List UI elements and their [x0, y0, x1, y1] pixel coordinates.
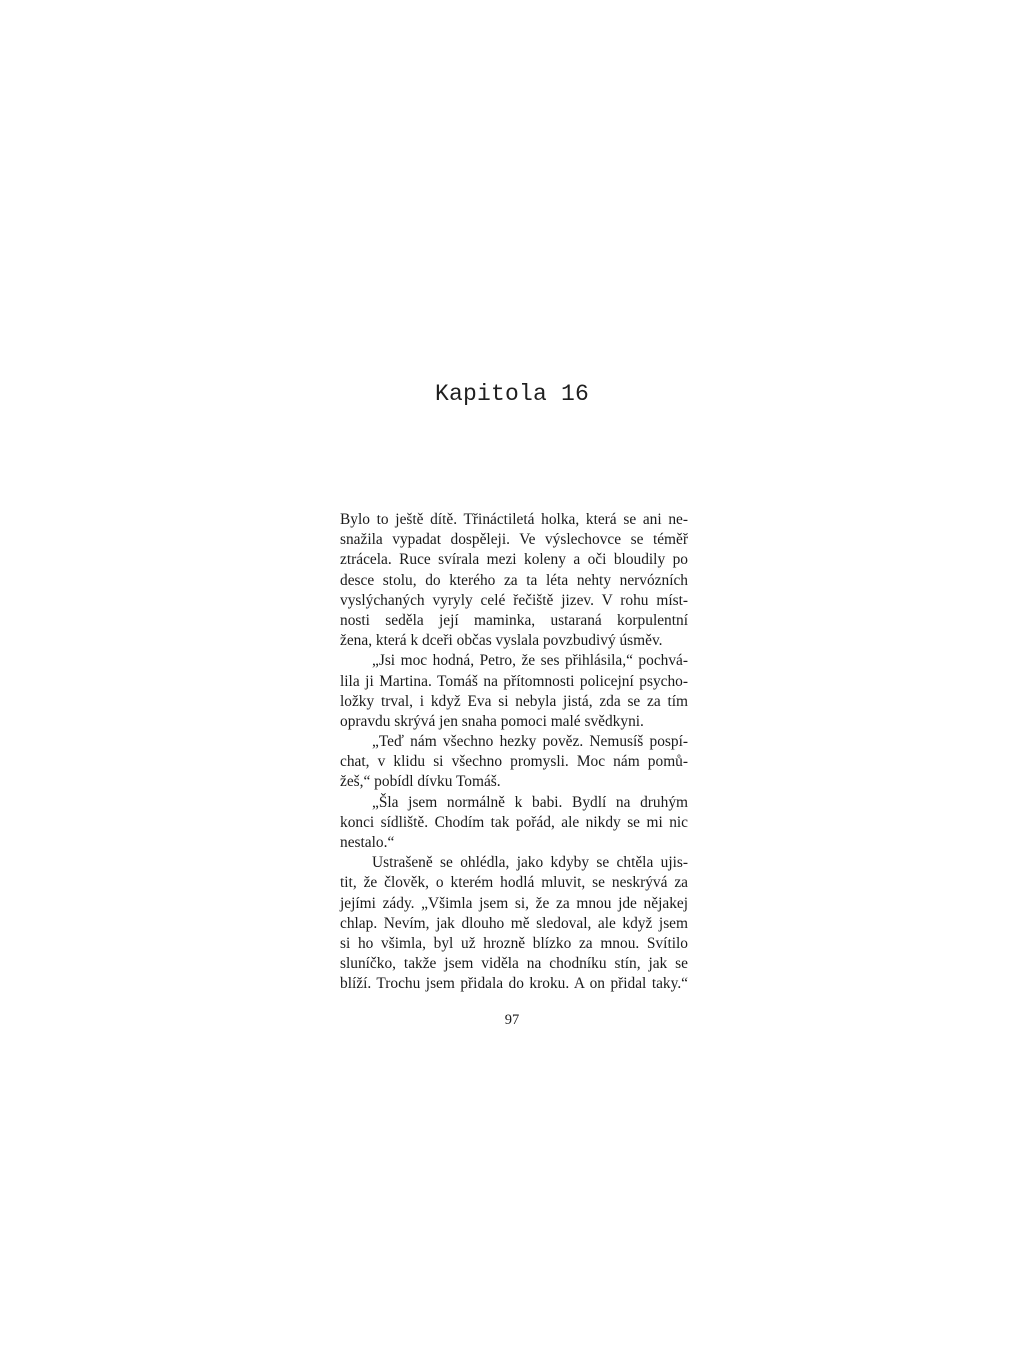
text-line: desce stolu, do kterého za ta léta nehty nervózních	[340, 571, 688, 589]
text-line: „Teď nám všechno hezky pověz. Nemusíš pospí-	[372, 733, 688, 751]
text-line: Bylo to ještě dítě. Třináctiletá holka, která se ani ne-	[340, 511, 688, 528]
chapter-body-text	[340, 510, 688, 995]
text-line: ztrácela. Ruce svírala mezi koleny a oči bloudily po	[340, 551, 688, 569]
text-line: nosti seděla její maminka, ustaraná korpulentní	[340, 611, 688, 629]
text-line: chlap. Nevím, jak dlouho mě sledoval, ale když jsem	[340, 914, 688, 932]
text-line: ložky trval, i když Eva si nebyla jistá, zda se za tím	[340, 692, 688, 710]
text-line: sluníčko, takže jsem viděla na chodníku stín, jak se	[340, 955, 688, 973]
chapter-title: Kapitola 16	[434, 381, 590, 407]
text-line: žena, která k dceři občas vyslala povzbudivý úsměv.	[340, 632, 663, 650]
text-line: konci sídliště. Chodím tak pořád, ale nikdy se mi nic	[340, 813, 688, 831]
text-line: si ho všimla, byl už hrozně blízko za mnou. Svítilo	[340, 934, 688, 952]
text-line: opravdu skrývá jen snaha pomoci malé svědkyni.	[340, 712, 644, 730]
text-line: blíží. Trochu jsem přidala do kroku. A on přidal taky.“	[340, 975, 688, 993]
text-line: vyslýchaných vyryly celé řečiště jizev. V rohu míst-	[340, 591, 688, 609]
text-line: snažila vypadat dospěleji. Ve výslechovce se téměř	[340, 531, 688, 549]
text-line: „Šla jsem normálně k babi. Bydlí na druhým	[372, 793, 688, 811]
text-line: žeš,“ pobídl dívku Tomáš.	[340, 773, 501, 791]
text-line: chat, v klidu si všechno promysli. Moc nám pomů-	[340, 753, 688, 771]
text-line: jejími zády. „Všimla jsem si, že za mnou jde nějakej	[340, 894, 688, 912]
text-line: lila ji Martina. Tomáš na přítomnosti policejní psycho-	[340, 672, 688, 690]
text-line: „Jsi moc hodná, Petro, že ses přihlásila,“ pochvá-	[372, 652, 688, 670]
text-line: nestalo.“	[340, 834, 395, 851]
page-number: 97	[504, 1012, 520, 1028]
text-line: Ustrašeně se ohlédla, jako kdyby se chtěla ujis-	[372, 854, 688, 872]
text-line: tit, že člověk, o kterém hodlá mluvit, se neskrývá za	[340, 874, 688, 892]
